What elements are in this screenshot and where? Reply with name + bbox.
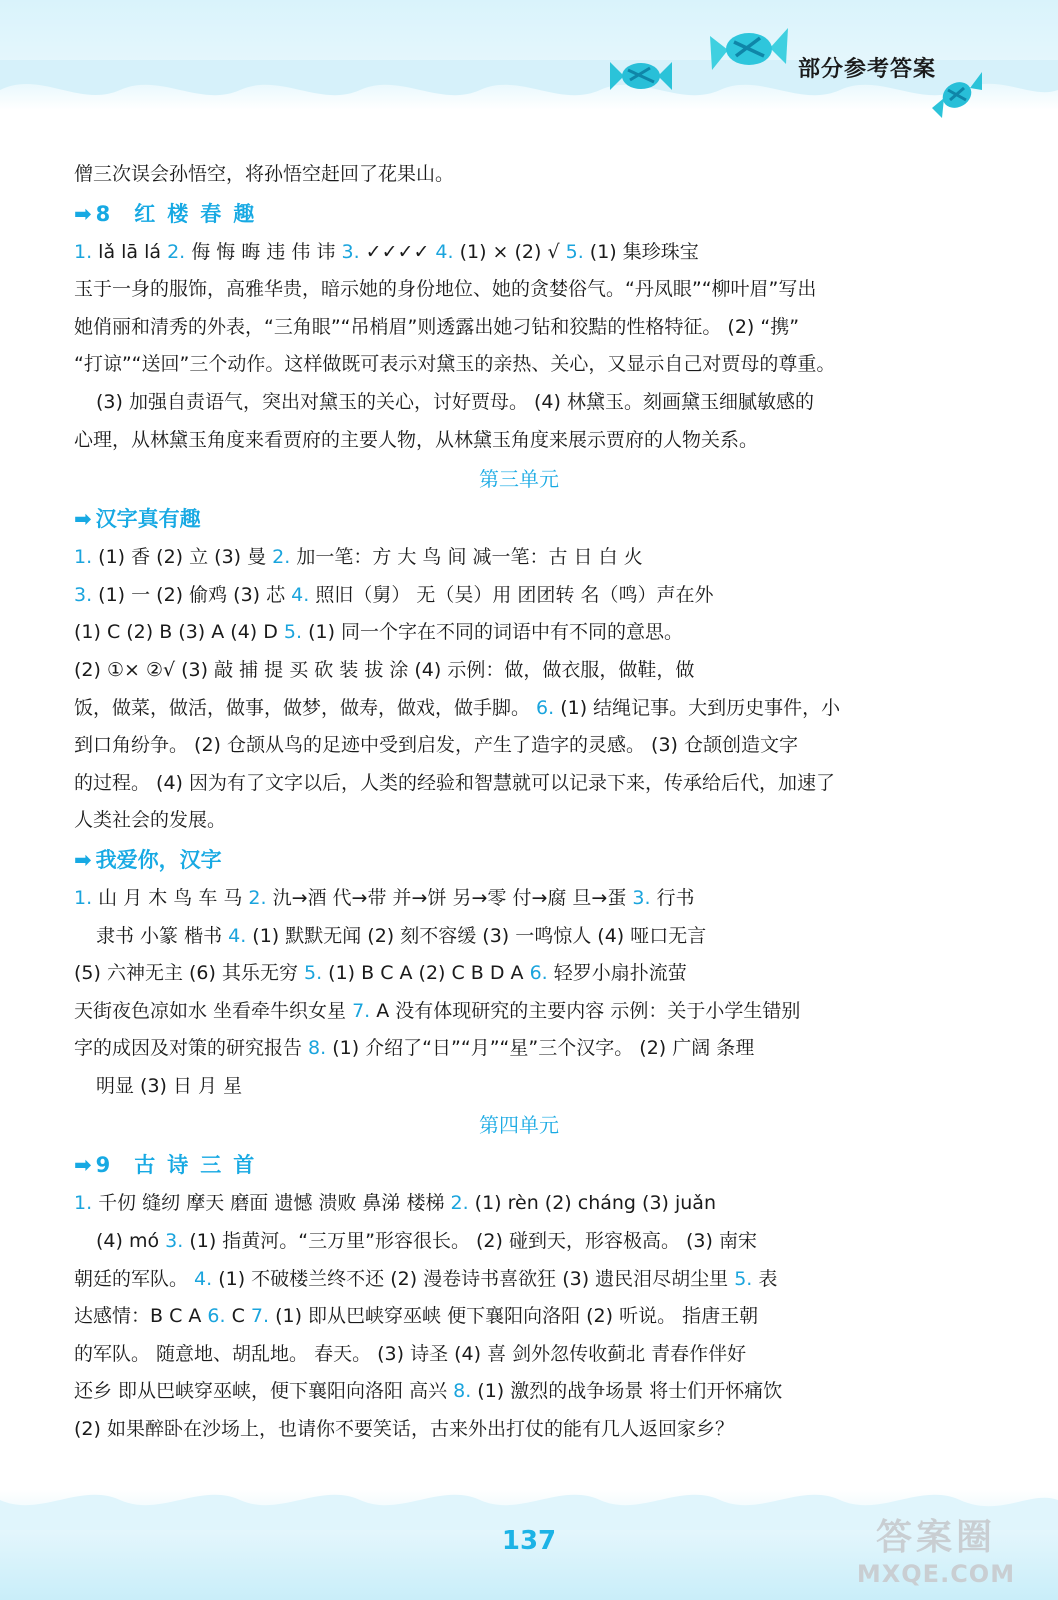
- candy-icon-left: [606, 56, 676, 96]
- answer-line: 僧三次误会孙悟空，将孙悟空赶回了花果山。: [74, 163, 455, 185]
- answer-line: 1. lǎ lā lá 2. 侮 悔 晦 违 伟 讳 3. ✓✓✓✓ 4. (1) × (2) √ 5. (1) 集珍珠宝: [74, 240, 699, 263]
- answer-line: 还乡 即从巴峡穿巫峡，便下襄阳向洛阳 高兴 8. (1) 激烈的战争场景 将士们开怀痛饮: [74, 1380, 783, 1403]
- answer-line: (1) C (2) B (3) A (4) D 5. (1) 同一个字在不同的词语中有不同的意思。: [74, 621, 684, 644]
- arrow-right-icon: ➡: [74, 507, 92, 532]
- question-number: 3.: [632, 886, 651, 909]
- unit-title: 第四单元: [479, 1113, 559, 1138]
- answer-line: 的军队。 随意地、胡乱地。 春天。 (3) 诗圣 (4) 喜 剑外忽传收蓟北 青春作伴好: [74, 1342, 747, 1365]
- question-number: 3.: [74, 583, 93, 606]
- question-number: 4.: [228, 924, 247, 947]
- question-number: 4.: [435, 240, 454, 263]
- question-number: 7.: [250, 1305, 270, 1328]
- watermark-url: MXQE.COM: [856, 1560, 1016, 1588]
- question-number: 4.: [291, 583, 310, 606]
- answer-line: 朝廷的军队。 4. (1) 不破楼兰终不还 (2) 漫卷诗书喜欲狂 (3) 遗民泪尽胡尘里 5. 表: [74, 1267, 778, 1290]
- answer-line: 天街夜色凉如水 坐看牵牛织女星 7. A 没有体现研究的主要内容 示例：关于小学生错别: [74, 999, 801, 1022]
- answer-line: (3) 加强自责语气，突出对黛玉的关心，讨好贾母。 (4) 林黛玉。刻画黛玉细腻敏感的: [96, 390, 814, 413]
- answer-line: (2) 如果醉卧在沙场上，也请你不要笑话，古来外出打仗的能有几人返回家乡？: [74, 1418, 734, 1441]
- question-number: 5.: [734, 1267, 753, 1290]
- arrow-right-icon: ➡: [74, 201, 92, 226]
- answer-content: [74, 156, 964, 1449]
- section-number: 9: [95, 1153, 111, 1178]
- answer-line: (2) ①× ②√ (3) 敲 捕 提 买 砍 装 拔 涂 (4) 示例：做，做衣服，做鞋，做: [74, 658, 695, 681]
- question-number: 3.: [341, 240, 360, 263]
- question-number: 2.: [167, 240, 186, 263]
- candy-icon-right: [928, 68, 986, 122]
- answer-line: 1. 千仞 缝纫 摩天 磨面 遗憾 溃败 鼻涕 楼梯 2. (1) rèn (2) cháng (3) juǎn: [74, 1192, 716, 1215]
- question-number: 4.: [194, 1267, 213, 1290]
- question-number: 1.: [74, 886, 93, 909]
- arrow-right-icon: ➡: [74, 847, 92, 872]
- answer-line: 心理，从林黛玉角度来看贾府的主要人物，从林黛玉角度来展示贾府的人物关系。: [74, 428, 759, 451]
- section-title: 古诗三首: [134, 1153, 267, 1178]
- answer-line: 达感情：B C A 6. C 7. (1) 即从巴峡穿巫峡 便下襄阳向洛阳 (2) 听说。 指唐王朝: [74, 1305, 759, 1328]
- watermark-title: 答案圈: [875, 1517, 996, 1558]
- question-number: 2.: [248, 886, 267, 909]
- header-title: 部分参考答案: [797, 57, 936, 82]
- section-title: 汉字真有趣: [95, 507, 201, 532]
- section-heading: [74, 1145, 964, 1185]
- section-heading: [74, 840, 964, 880]
- answer-line: 人类社会的发展。: [74, 809, 227, 832]
- question-number: 2.: [272, 546, 291, 569]
- watermark: [826, 1516, 1046, 1596]
- question-number: 2.: [450, 1192, 469, 1215]
- answer-line: 的过程。 (4) 因为有了文字以后，人类的经验和智慧就可以记录下来，传承给后代，加速了: [74, 771, 835, 794]
- answer-line: 字的成因及对策的研究报告 8. (1) 介绍了“日”“月”“星”三个汉字。 (2) 广阔 条理: [74, 1037, 755, 1060]
- question-number: 1.: [74, 546, 93, 569]
- question-number: 5.: [283, 621, 303, 644]
- answer-line: 1. 山 月 木 鸟 车 马 2. 氿→酒 代→带 并→饼 另→零 付→腐 旦→蛋 3. 行书: [74, 886, 695, 909]
- section-title: 红楼春趣: [134, 201, 267, 226]
- question-number: 7.: [352, 999, 371, 1022]
- question-number: 8.: [308, 1037, 327, 1060]
- section-title: 我爱你，汉字: [95, 847, 222, 872]
- answer-line: “打谅”“送回”三个动作。这样做既可表示对黛玉的亲热、关心，又显示自己对贾母的尊重。: [74, 353, 836, 376]
- question-number: 6.: [207, 1305, 226, 1328]
- answer-line: 到口角纷争。 (2) 仓颉从鸟的足迹中受到启发，产生了造字的灵感。 (3) 仓颉创造文字: [74, 734, 798, 757]
- section-heading: [74, 194, 964, 234]
- answer-line: 饭，做菜，做活，做事，做梦，做寿，做戏，做手脚。 6. (1) 结绳记事。大到历史事件，小: [74, 696, 841, 719]
- question-number: 8.: [453, 1380, 472, 1403]
- question-number: 1.: [74, 240, 93, 263]
- section-number: 8: [95, 201, 111, 226]
- candy-icon-center: [706, 22, 792, 78]
- question-number: 6.: [536, 696, 555, 719]
- section-heading: [74, 499, 964, 539]
- question-number: 6.: [529, 962, 548, 985]
- unit-title: 第三单元: [479, 467, 559, 492]
- answer-line: 1. (1) 香 (2) 立 (3) 曼 2. 加一笔：方 大 鸟 间 减一笔：古 日 白 火: [74, 546, 643, 569]
- answer-line: 她俏丽和清秀的外表，“三角眼”“吊梢眉”则透露出她刁钻和狡黠的性格特征。 (2) “携”: [74, 315, 800, 338]
- question-number: 3.: [165, 1230, 184, 1253]
- answer-line: 隶书 小篆 楷书 4. (1) 默默无闻 (2) 刻不容缓 (3) 一鸣惊人 (4) 哑口无言: [96, 924, 707, 947]
- answer-line: 玉于一身的服饰，高雅华贵，暗示她的身份地位、她的贪婪俗气。“丹凤眼”“柳叶眉”写出: [74, 278, 817, 301]
- answer-line: (4) mó 3. (1) 指黄河。“三万里”形容很长。 (2) 碰到天，形容极高。 (3) 南宋: [96, 1230, 757, 1253]
- question-number: 1.: [74, 1192, 93, 1215]
- question-number: 5.: [304, 962, 323, 985]
- page-number: 137: [501, 1526, 557, 1556]
- answer-line: (5) 六神无主 (6) 其乐无穷 5. (1) B C A (2) C B D A 6. 轻罗小扇扑流萤: [74, 962, 687, 985]
- answer-line: 3. (1) 一 (2) 偷鸡 (3) 芯 4. 照旧（舅） 无（吴）用 团团转 名（鸣）声在外: [74, 583, 714, 606]
- arrow-right-icon: ➡: [74, 1153, 92, 1178]
- answer-line: 明显 (3) 日 月 星: [96, 1074, 243, 1097]
- question-number: 5.: [565, 240, 584, 263]
